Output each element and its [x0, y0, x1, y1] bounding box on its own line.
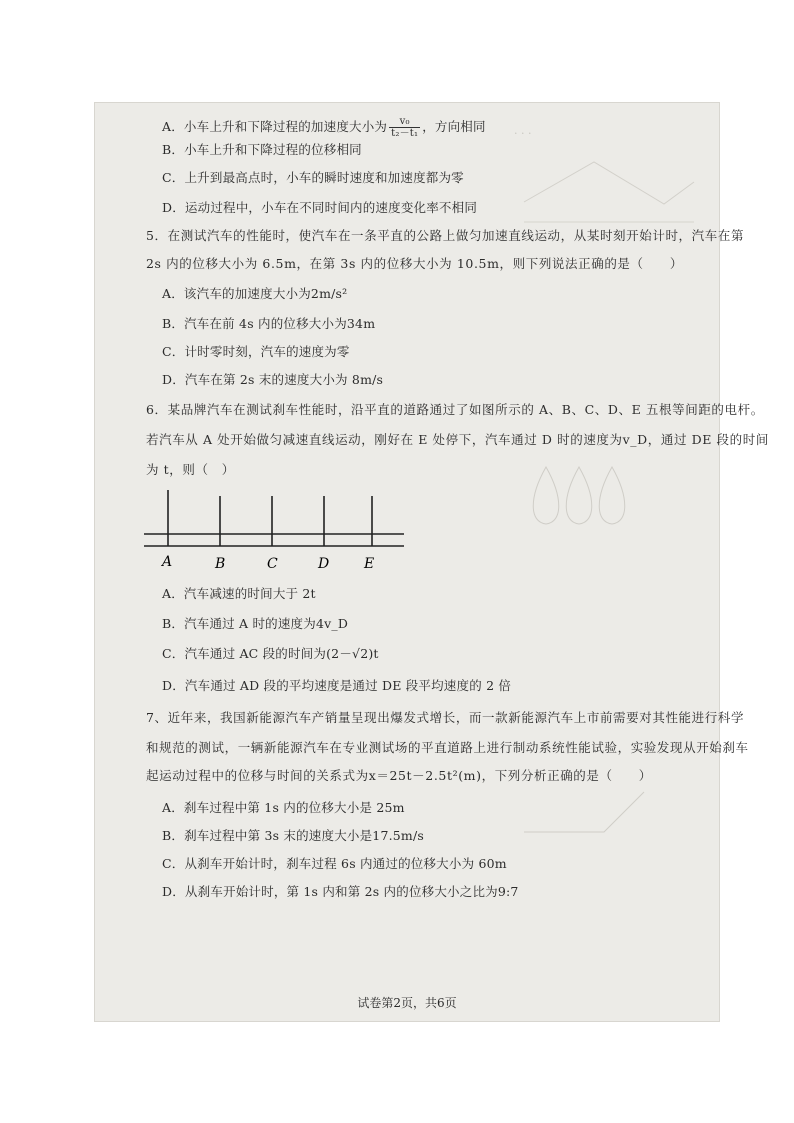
- q5-option-d: D．汽车在第 2s 末的速度大小为 8m/s: [162, 372, 384, 387]
- q7-stem-line3: 起运动过程中的位移与时间的关系式为x＝25t－2.5t²(m)，下列分析正确的是（ ）: [146, 768, 652, 783]
- q4-option-a-suffix: ，方向相同: [422, 119, 486, 134]
- q6-stem-line3: 为 t，则（ ）: [146, 462, 235, 477]
- q4-option-a: [162, 116, 486, 139]
- q7-option-c: C．从刹车开始计时，刹车过程 6s 内通过的位移大小为 60m: [162, 856, 507, 871]
- q4-option-a-text: A．小车上升和下降过程的加速度大小为: [162, 119, 388, 134]
- q4-fraction-numerator: v₀: [389, 116, 420, 128]
- exam-page: [94, 102, 769, 1022]
- q4-option-c: C．上升到最高点时，小车的瞬时速度和加速度都为零: [162, 170, 464, 185]
- pole-label-a: A: [162, 554, 173, 570]
- q6-option-d: D．汽车通过 AD 段的平均速度是通过 DE 段平均速度的 2 倍: [162, 678, 512, 693]
- q6-option-a: A．汽车减速的时间大于 2t: [162, 586, 316, 601]
- q5-option-c: C．计时零时刻，汽车的速度为零: [162, 344, 350, 359]
- q6-option-c: C．汽车通过 AC 段的时间为(2－√2)t: [162, 646, 379, 661]
- q5-stem-line1: 5．在测试汽车的性能时，使汽车在一条平直的公路上做匀加速直线运动，从某时刻开始计时，汽车在第: [146, 228, 745, 243]
- q4-fraction-denominator: t₂－t₁: [391, 128, 419, 139]
- q6-option-b: B．汽车通过 A 时的速度为4v_D: [162, 616, 349, 631]
- pole-label-c: C: [267, 556, 278, 572]
- pole-label-b: B: [215, 556, 226, 572]
- q7-stem-line1: 7、近年来，我国新能源汽车产销量呈现出爆发式增长，而一款新能源汽车上市前需要对其性能进行科学: [146, 710, 745, 725]
- page-footer: 试卷第2页，共6页: [357, 996, 457, 1010]
- q4-option-b: B．小车上升和下降过程的位移相同: [162, 142, 362, 157]
- q5-option-a: A．该汽车的加速度大小为2m/s²: [162, 286, 348, 301]
- bleed-through-figure: [514, 142, 704, 232]
- q5-option-b: B．汽车在前 4s 内的位移大小为34m: [162, 316, 376, 331]
- bleed-through-text: . . .: [514, 124, 532, 137]
- poles-diagram: [142, 484, 412, 576]
- q7-option-b: B．刹车过程中第 3s 末的速度大小是17.5m/s: [162, 828, 425, 843]
- q5-stem-line2: 2s 内的位移大小为 6.5m，在第 3s 内的位移大小为 10.5m，则下列说法正确的是（ ）: [146, 256, 683, 271]
- q6-stem-line2: 若汽车从 A 处开始做匀减速直线运动，刚好在 E 处停下，汽车通过 D 时的速度为v_D，通过 DE 段的时间: [146, 432, 769, 447]
- q7-stem-line2: 和规范的测试，一辆新能源汽车在专业测试场的平直道路上进行制动系统性能试验，实验发现从开始刹车: [146, 740, 749, 755]
- q4-option-d: D．运动过程中，小车在不同时间内的速度变化率不相同: [162, 200, 478, 215]
- q7-option-d: D．从刹车开始计时，第 1s 内和第 2s 内的位移大小之比为9:7: [162, 884, 519, 899]
- pole-label-e: E: [364, 556, 375, 572]
- q7-option-a: A．刹车过程中第 1s 内的位移大小是 25m: [162, 800, 405, 815]
- bleed-through-drops: [524, 462, 634, 532]
- q4-option-a-fraction: [389, 116, 420, 139]
- pole-label-d: D: [318, 556, 330, 572]
- q6-stem-line1: 6．某品牌汽车在测试刹车性能时，沿平直的道路通过了如图所示的 A、B、C、D、E 五根等间距的电杆。: [146, 402, 764, 417]
